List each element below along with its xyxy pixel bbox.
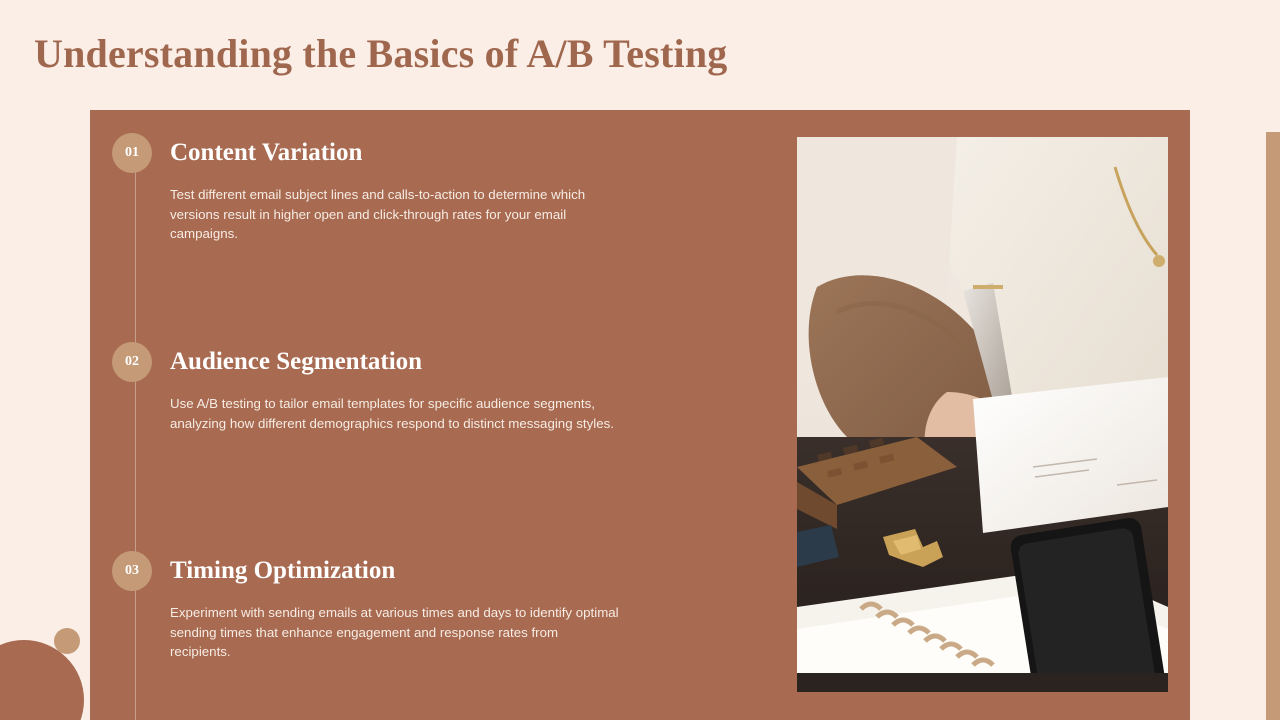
slide-photo bbox=[797, 137, 1168, 692]
list-item-header bbox=[112, 133, 672, 173]
list-item-header bbox=[112, 551, 672, 591]
decorative-circle-small bbox=[54, 628, 80, 654]
status-badge: 02 bbox=[112, 342, 152, 382]
list-item-title: Timing Optimization bbox=[170, 557, 396, 584]
list-item bbox=[112, 551, 672, 662]
list-item-title: Content Variation bbox=[170, 139, 363, 166]
photo-illustration bbox=[797, 137, 1168, 692]
list-item-title: Audience Segmentation bbox=[170, 348, 423, 375]
list-item bbox=[112, 133, 672, 244]
status-badge: 03 bbox=[112, 551, 152, 591]
list-item-body: Use A/B testing to tailor email templates for specific audience segments, analyzing how different demographics respond to distinct messaging styles. bbox=[170, 396, 614, 431]
decorative-right-bar bbox=[1266, 132, 1280, 720]
page-title: Understanding the Basics of A/B Testing bbox=[34, 31, 728, 76]
list-item-body: Experiment with sending emails at various times and days to identify optimal sending times that enhance engagement and response rates from recipients. bbox=[170, 605, 619, 659]
list-item bbox=[112, 342, 672, 433]
list-item-header bbox=[112, 342, 672, 382]
list-item-body: Test different email subject lines and calls-to-action to determine which versions result in higher open and click-through rates for your email campaigns. bbox=[170, 187, 586, 241]
status-badge: 01 bbox=[112, 133, 152, 173]
